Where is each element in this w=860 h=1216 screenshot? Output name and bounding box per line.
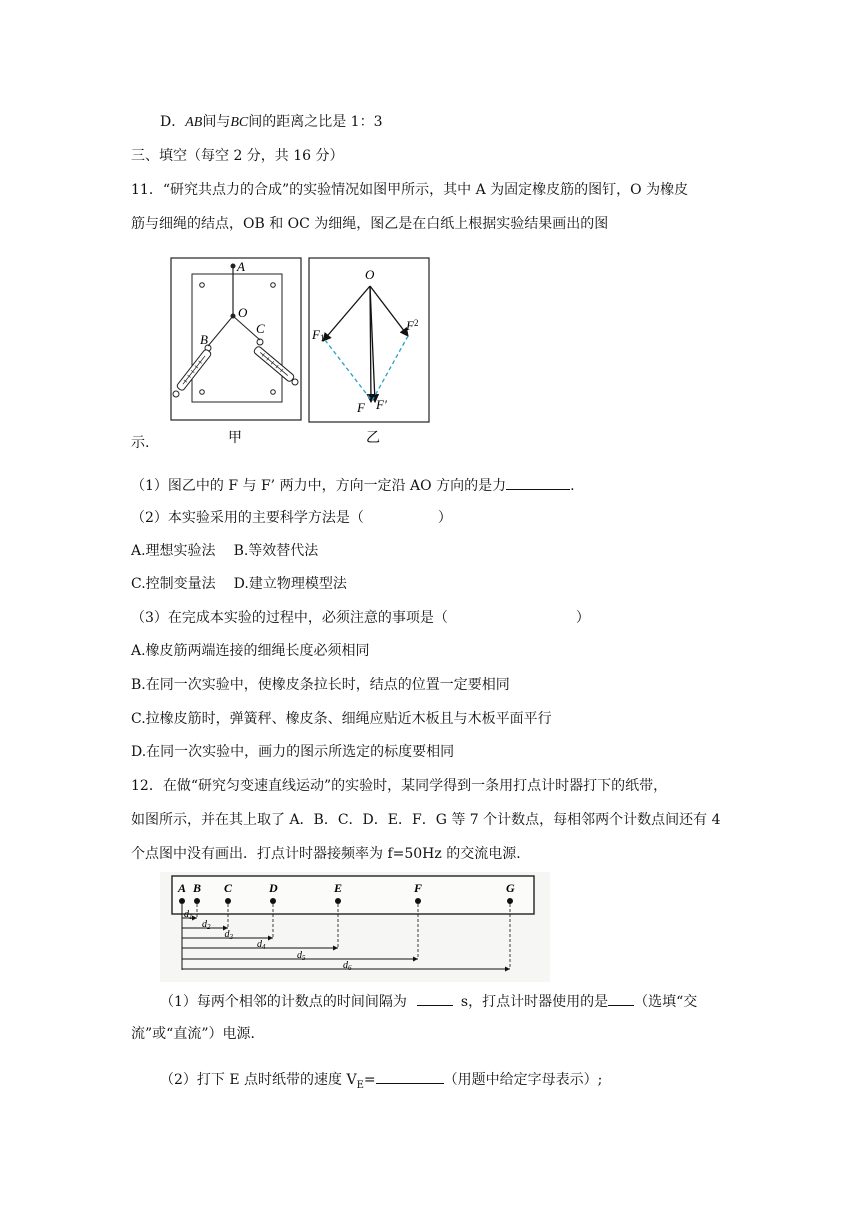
q12-stem-line3: 个点图中没有画出．打点计时器接频率为 f=50Hz 的交流电源． (131, 846, 531, 862)
label-b: B (200, 332, 208, 347)
tape-point-dot (194, 898, 200, 904)
tape-dim-label: $d_4$ (257, 939, 266, 951)
tape-dim-label: $d_3$ (224, 929, 233, 941)
label-ab: AB (185, 115, 203, 130)
section-heading: 三、填空（每空 2 分，共 16 分） (131, 148, 344, 164)
tape-point-label: D (269, 881, 278, 895)
tape-point-label: G (506, 881, 515, 895)
answer-blank[interactable] (506, 474, 570, 490)
label-f: F (357, 400, 365, 415)
tape-point-label: B (193, 881, 202, 895)
tape-point-dot (179, 898, 185, 904)
tape-point-dot (415, 898, 421, 904)
label-o: O (238, 305, 248, 320)
q11-sub2: （2）本实验采用的主要科学方法是（ ） (131, 510, 452, 526)
label-f1: F1 (312, 327, 325, 343)
label-a: A (237, 259, 245, 274)
q11-stem-end: 示. (131, 435, 150, 451)
tape-dim-label: $d_1$ (184, 909, 193, 921)
q11-sub2-options-ab: A.理想实验法 B.等效替代法 (131, 543, 319, 559)
tape-point-dot (270, 898, 276, 904)
tape-point-label: A (178, 881, 187, 895)
paper-tape-figure (160, 872, 550, 982)
tape-dim-label: $d_6$ (343, 960, 352, 972)
answer-blank[interactable] (608, 990, 634, 1006)
label-bc: BC (230, 115, 249, 130)
q12-sub2: （2）打下 E 点时纸带的速度 $V_E=$ （用题中给定字母表示）; (160, 1068, 602, 1096)
tape-point-label: F (414, 881, 423, 895)
q12-stem-line1: 12．在做“研究匀变速直线运动”的实验时，某同学得到一条用打点计时器打下的纸带， (131, 778, 668, 794)
tape-point-dot (225, 898, 231, 904)
caption-jia: 甲 (228, 431, 242, 446)
q12-sub1-line1: （1）每两个相邻的计数点的时间间隔为 s，打点计时器使用的是 （选填“交 (160, 990, 697, 1012)
label-f2: $F^2$ (406, 318, 419, 333)
q11-sub1: （1）图乙中的 F 与 F’ 两力中，方向一定沿 AO 方向的是力 . (131, 474, 575, 496)
figure-yi (308, 256, 432, 448)
caption-yi: 乙 (366, 431, 380, 446)
tape-dim-label: $d_2$ (202, 919, 211, 931)
q11-sub3: （3）在完成本实验的过程中，必须注意的事项是（ ） (131, 610, 590, 626)
q12-stem-line2: 如图所示，并在其上取了 A．B．C．D．E．F．G 等 7 个计数点，每相邻两个计数点间还有 4 (131, 812, 721, 828)
q11-stem-line2: 筋与细绳的结点，OB 和 OC 为细绳，图乙是在白纸上根据实验结果画出的图 (131, 216, 609, 232)
tape-point-dot (507, 898, 513, 904)
label-f-prime: F′ (376, 397, 387, 412)
tape-dim-label: $d_5$ (297, 950, 306, 962)
q11-sub3-option-c: C.拉橡皮筋时，弹簧秤、橡皮条、细绳应贴近木板且与木板平面平行 (131, 711, 552, 727)
tape-point-label: C (224, 881, 233, 895)
q10-option-d: D．AB间与BC间的距离之比是 1：3 (160, 114, 383, 130)
answer-blank[interactable] (417, 990, 453, 1006)
figure-jia (170, 256, 304, 448)
q12-sub1-line2: 流”或“直流”）电源． (131, 1026, 265, 1042)
q11-sub3-option-b: B.在同一次实验中，使橡皮条拉长时，结点的位置一定要相同 (131, 677, 510, 693)
label-o-yi: O (365, 267, 375, 282)
q11-sub3-option-a: A.橡皮筋两端连接的细绳长度必须相同 (131, 643, 370, 659)
tape-point-label: E (334, 881, 343, 895)
q11-sub2-options-cd: C.控制变量法 D.建立物理模型法 (131, 576, 347, 592)
q11-sub3-option-d: D.在同一次实验中，画力的图示所选定的标度要相同 (131, 744, 455, 760)
tape-point-dot (335, 898, 341, 904)
label-c: C (256, 321, 265, 336)
answer-blank[interactable] (376, 1068, 444, 1084)
q11-stem-line1: 11．“研究共点力的合成”的实验情况如图甲所示，其中 A 为固定橡皮筋的图钉，O 为橡皮 (131, 182, 689, 198)
